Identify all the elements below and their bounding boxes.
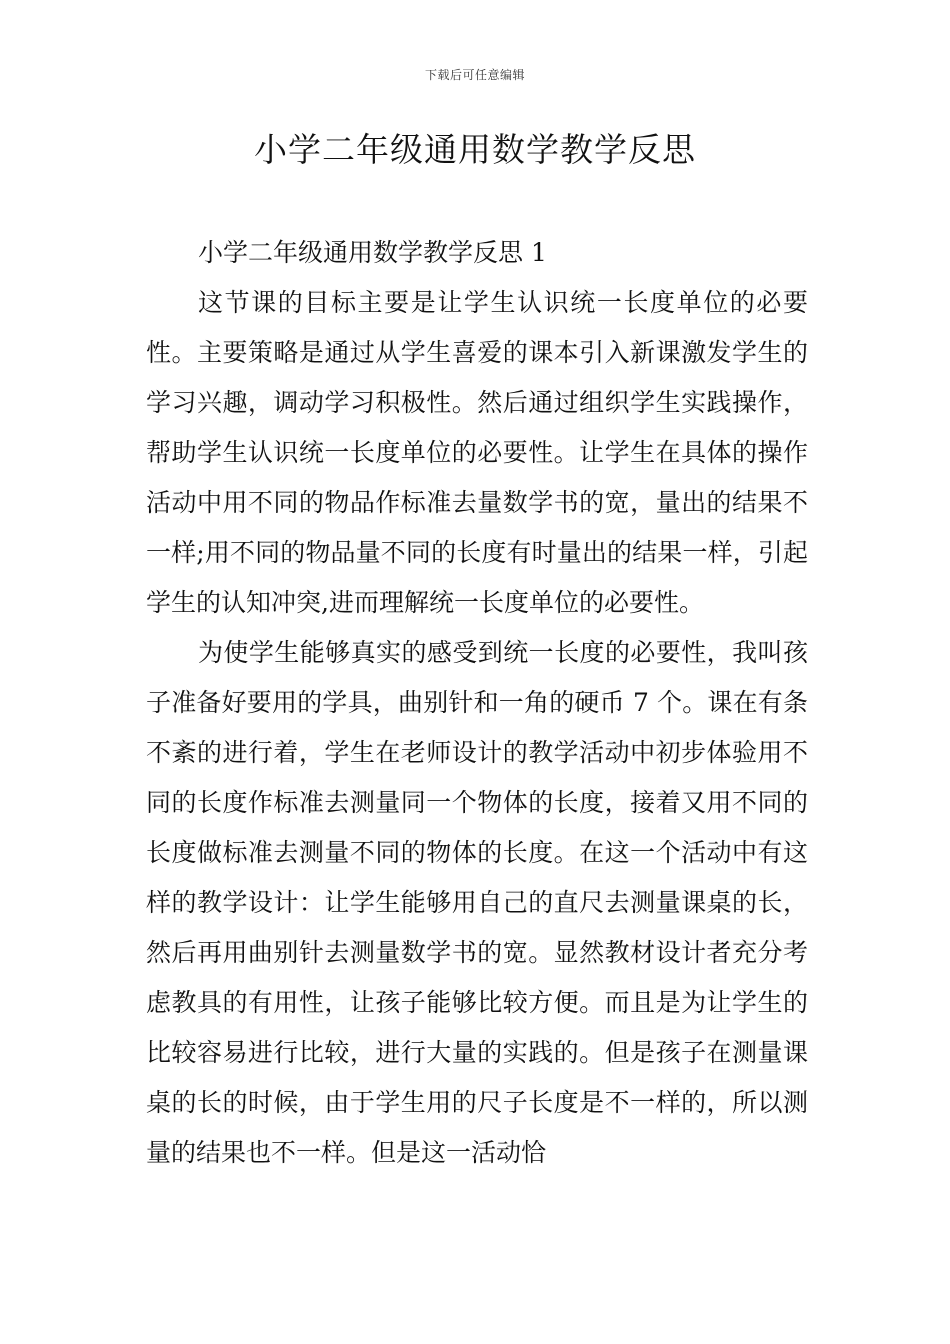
document-body (146, 228, 808, 1178)
header-note: 下载后可任意编辑 (424, 68, 525, 82)
section-subtitle: 小学二年级通用数学教学反思 1 (198, 238, 547, 267)
document-title: 小学二年级通用数学教学反思 (254, 130, 696, 169)
paragraph-2: 为使学生能够真实的感受到统一长度的必要性，我叫孩子准备好要用的学具，曲别针和一角的硬币 7 个。课在有条不紊的进行着，学生在老师设计的教学活动中初步体验用不同的长度作标准去测量同一个物体的长度，接着又用不同的长度做标准去测量不同的物体的长度。在这一个活动中有这样的教学设计：让学生能够用自己的直尺去测量课桌的长，然后再用曲别针去测量数学书的宽。显然教材设计者充分考虑教具的有用性，让孩子能够比较方便。而且是为让学生的比较容易进行比较，进行大量的实践的。但是孩子在测量课桌的长的时候，由于学生用的尺子长度是不一样的，所以测量的结果也不一样。但是这一活动恰 (146, 638, 808, 1167)
paragraph-1: 这节课的目标主要是让学生认识统一长度单位的必要性。主要策略是通过从学生喜爱的课本引入新课激发学生的学习兴趣，调动学习积极性。然后通过组织学生实践操作，帮助学生认识统一长度单位的必要性。让学生在具体的操作活动中用不同的物品作标准去量数学书的宽，量出的结果不一样;用不同的物品量不同的长度有时量出的结果一样，引起学生的认知冲突,进而理解统一长度单位的必要性。 (146, 288, 808, 617)
